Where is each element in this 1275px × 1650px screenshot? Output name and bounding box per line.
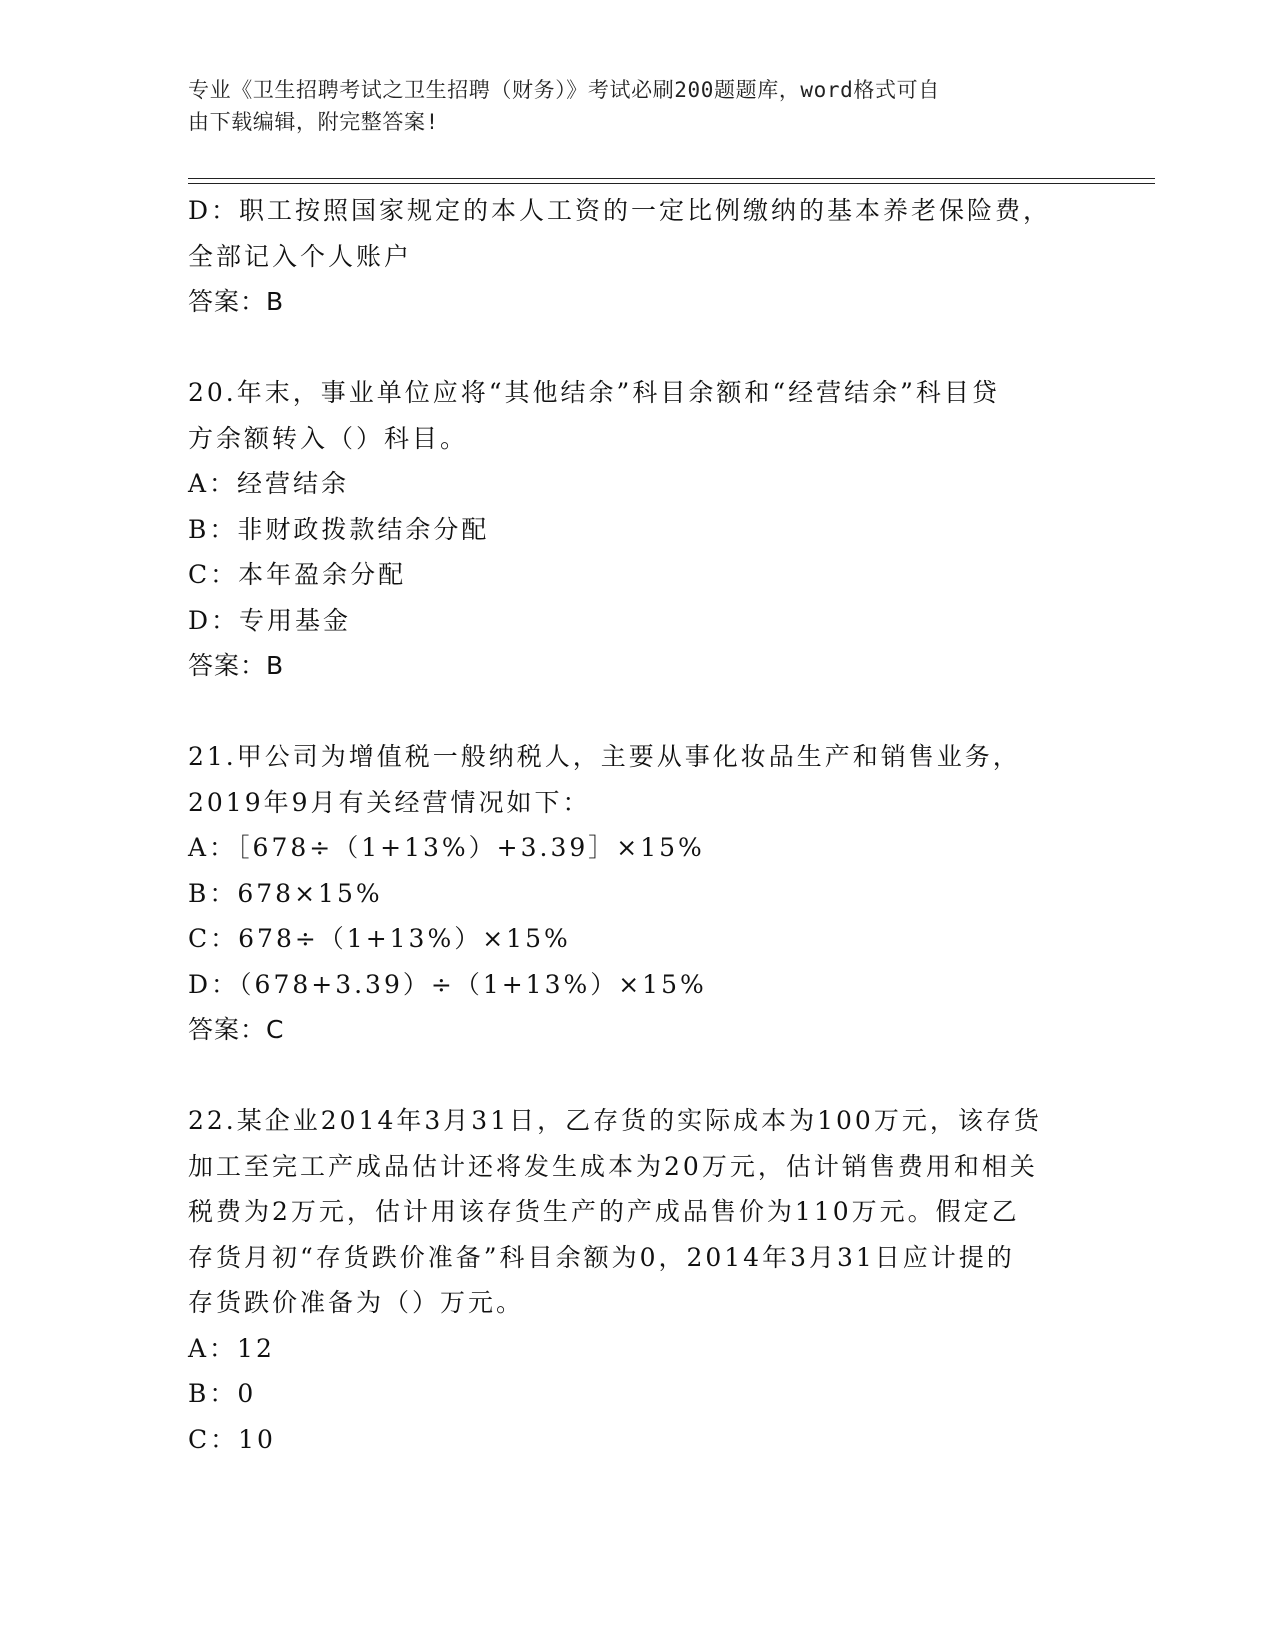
spacer xyxy=(188,1053,1088,1099)
q20-option-b: B：非财政拨款结余分配 xyxy=(188,514,490,544)
q21-stem-line-1: 21.甲公司为增值税一般纳税人，主要从事化妆品生产和销售业务， xyxy=(188,742,1021,771)
q21-stem-line-2: 2019年9月有关经营情况如下： xyxy=(188,787,591,817)
spacer xyxy=(188,689,1088,735)
header-line-2: 由下载编辑，附完整答案! xyxy=(188,110,439,134)
q20-answer: 答案：B xyxy=(188,651,285,680)
header-rule-top xyxy=(188,178,1155,179)
prev-option-d-line-1: D：职工按照国家规定的本人工资的一定比例缴纳的基本养老保险费， xyxy=(188,196,1052,225)
header-rule-bottom xyxy=(188,183,1155,184)
q21-answer: 答案：C xyxy=(188,1015,285,1044)
q22-option-c: C：10 xyxy=(188,1424,276,1454)
prev-option-d-line-2: 全部记入个人账户 xyxy=(188,241,413,271)
q20-stem-line-2: 方余额转入（）科目。 xyxy=(188,423,469,453)
q22-stem-line-5: 存货跌价准备为（）万元。 xyxy=(188,1288,525,1317)
q22-stem-line-2: 加工至完工产成品估计还将发生成本为20万元，估计销售费用和相关 xyxy=(188,1151,1038,1181)
q22-stem-line-1: 22.某企业2014年3月31日，乙存货的实际成本为100万元，该存货 xyxy=(188,1106,1042,1135)
q20-option-d: D：专用基金 xyxy=(188,605,352,635)
q21-option-b: B：678×15% xyxy=(188,878,383,908)
page-header xyxy=(188,74,1068,138)
spacer xyxy=(188,325,1088,371)
document-body xyxy=(188,188,1088,1462)
q21-option-c: C：678÷（1+13%）×15% xyxy=(188,924,571,953)
q20-option-a: A：经营结余 xyxy=(188,469,350,498)
q22-stem-line-4: 存货月初“存货跌价准备”科目余额为0，2014年3月31日应计提的 xyxy=(188,1242,1015,1272)
q22-stem-line-3: 税费为2万元，估计用该存货生产的产成品售价为110万元。假定乙 xyxy=(188,1197,1020,1226)
q20-option-c: C：本年盈余分配 xyxy=(188,560,407,589)
prev-answer: 答案：B xyxy=(188,287,285,316)
q21-option-d: D：（678+3.39）÷（1+13%）×15% xyxy=(188,969,707,999)
q21-option-a: A：［678÷（1+13%）+3.39］×15% xyxy=(188,833,705,862)
q20-stem-line-1: 20.年末，事业单位应将“其他结余”科目余额和“经营结余”科目贷 xyxy=(188,378,1000,407)
q22-option-a: A：12 xyxy=(188,1333,275,1363)
header-line-1: 专业《卫生招聘考试之卫生招聘（财务）》考试必刷200题题库，word格式可自 xyxy=(188,78,940,102)
q22-option-b: B：0 xyxy=(188,1379,257,1408)
